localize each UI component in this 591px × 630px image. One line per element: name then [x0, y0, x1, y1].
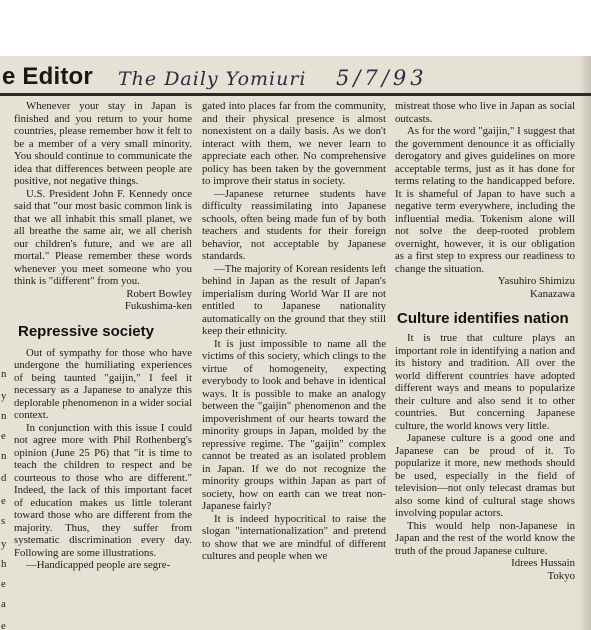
subhead-repressive-society: Repressive society [18, 322, 154, 340]
margin-letter: s [1, 515, 6, 527]
newspaper-clipping [0, 56, 591, 630]
margin-letter: y [1, 390, 7, 402]
paragraph: As for the word "gaijin," I suggest that the government denounce it as officially derogatory and gives guidelines on more acceptable terms, just as it has done for terms relating to the handicapped before. It is shameful of Japan to have such a negative term everywhere, including the influential media. Tokenism alone will not solve the deep-rooted problem overnight, however, it is our obligation as a first step to express our readiness to change the situation. [395, 125, 575, 275]
margin-letter: d [1, 472, 7, 484]
column-left [14, 100, 192, 572]
margin-letter: e [1, 495, 6, 507]
paragraph: U.S. President John F. Kennedy once said that "our most basic common link is that we all inhabit this small planet, we all breathe the same air, we all cherish our children's future, and we are all mortal." Please remember these words whenever you meet someone who you think is "different" from you. [14, 187, 192, 287]
paragraph: mistreat those who live in Japan as social outcasts. [395, 100, 575, 125]
signature-place: Fukushima-ken [124, 300, 192, 312]
margin-letter: y [1, 538, 7, 550]
paragraph: —Handicapped people are segre- [26, 559, 171, 571]
margin-letter: e [1, 578, 6, 590]
paragraph: It is indeed hypocritical to raise the slogan "internationalization" and pretend to show that we are mindful of different cultures and people when we [202, 512, 386, 562]
signature-place: Tokyo [547, 569, 575, 582]
paragraph: Out of sympathy for those who have undergone the humiliating experiences of being taunted "gaijin," I feel it necessary as a Japanese to analyze this deplorable phenomenon in a wider social context. [14, 346, 192, 421]
margin-letter: e [1, 620, 6, 630]
margin-letter: e [1, 430, 6, 442]
paragraph: This would help non-Japanese in Japan and the rest of the world know the truth of the proud Japanese culture. [395, 519, 575, 557]
paragraph: —Japanese returnee students have difficulty reassimilating into Japanese schools, often being made fun of by both teachers and students for their foreign behavior, not acceptable by Japanese standards. [202, 187, 386, 262]
margin-letter: n [1, 368, 7, 380]
paragraph: It is true that culture plays an important role in identifying a nation and its history and tradition. All over the world different countries have adopted different ways and means to popularize their culture and also send it to other countries. But concerning Japanese culture, the world knows very little. [395, 332, 575, 432]
paragraph: Japanese culture is a good one and Japanese can be proud of it. To popularize it more, new methods should be used, especially in the field of television—not only telecast dramas but also some kind of cultural stage shows involving popular actors. [395, 432, 575, 519]
subhead-culture-identifies-nation: Culture identifies nation [397, 310, 569, 327]
paragraph: In conjunction with this issue I could not agree more with Phil Rothenberg's opinion (June 25 P6) that "it is time to teach the children to respect and be courteous to those who are different." Indeed, the lack of this important facet of education makes us little tolerant toward those who are different from the majority. Thus, they suffer from systematic discrimination every day. Following are some illustrations. [14, 421, 192, 559]
paper-edge-shadow [579, 56, 591, 630]
header-rule [0, 93, 591, 96]
signature-place: Kanazawa [530, 287, 575, 300]
handwritten-paper-name: The Daily Yomiuri [118, 68, 307, 90]
margin-letter: a [1, 598, 6, 610]
paragraph: Whenever your stay in Japan is finished and you return to your home countries, please remember how it felt to be a member of a very small minority. You should continue to communicate the idea that differences between people are positive, not negative things. [14, 100, 192, 187]
paragraph: gated into places far from the community, and their physical presence is almost nonexistent on a daily basis. As we don't interact with them, we never learn to appreciate each other. No comprehensive policy has been taken by the government to improve their status in society. [202, 100, 386, 187]
handwritten-date: 5/7/93 [336, 66, 428, 90]
paragraph: —The majority of Korean residents left behind in Japan as the result of Japan's imperialism during World War II are not entitled to Japanese nationality automatically on the ground that they still keep their ethnicity. [202, 262, 386, 337]
margin-letter: h [1, 558, 7, 570]
signature-name: Yasuhiro Shimizu [497, 275, 575, 287]
signature-name: Robert Bowley [126, 287, 192, 300]
clipping-header [0, 56, 591, 96]
column-middle [202, 100, 386, 563]
margin-letter: n [1, 410, 7, 422]
section-title: e Editor [2, 63, 93, 90]
paragraph: It is just impossible to name all the victims of this society, which clings to the virtue of homogeneity, expecting everybody to look and behave in identical ways. It is possible to make an analogy between the "gaijin" phenomenon and the impoverishment of our hearts toward the minority groups in Japan, molded by the repressive regime. The "gaijin" complex cannot be treated as an isolated problem in Japan. If we do not recognize the minority groups within Japan as part of society, how on earth can we treat non-Japanese fairly? [202, 337, 386, 512]
margin-letter: n [1, 450, 7, 462]
signature-name: Idrees Hussain [511, 557, 575, 569]
column-right [395, 100, 575, 582]
